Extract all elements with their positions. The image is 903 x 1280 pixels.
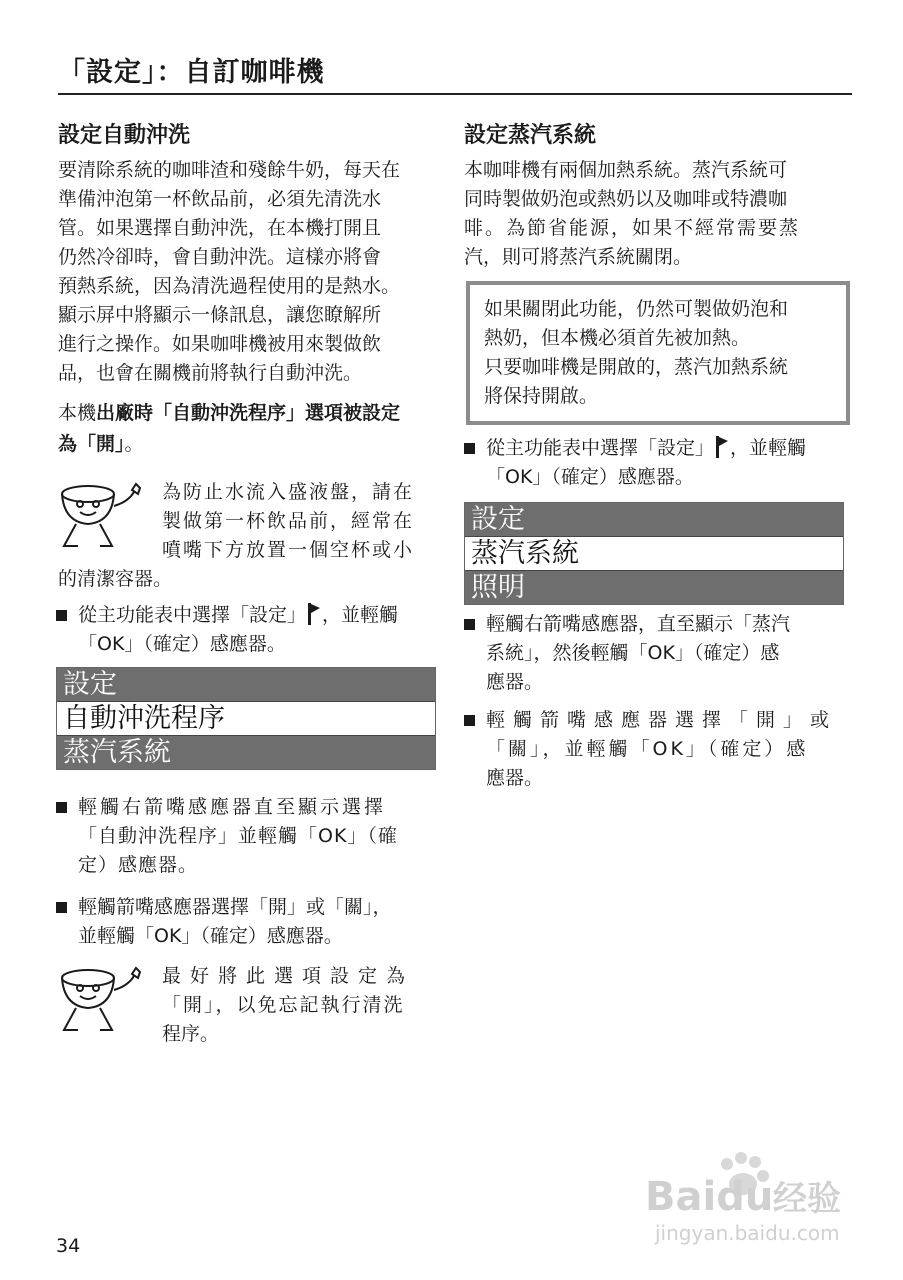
bullet-icon [56, 802, 67, 813]
display-menu-left [56, 667, 436, 770]
left-paragraph: 要清除系統的咖啡渣和殘餘牛奶，每天在 準備沖泡第一杯飲品前，必須先清洗水 管。如果選擇自動沖洗，在本機打開且 仍然冷卻時，會自動沖洗。這樣亦將會 預熱系統，因為清洗過程使用的是熱水。 顯示屏中將顯示一條訊息，讓您瞭解所 進行之操作。如果咖啡機被用來製做飲 品，也會在關機前將執行自動沖洗。 [58, 159, 401, 384]
watermark-brand: Baidu [645, 1174, 774, 1220]
bullet-icon [464, 619, 475, 630]
notice-box: 如果關閉此功能，仍然可製做奶泡和 熱奶，但本機必須首先被加熱。 只要咖啡機是開啟的，蒸汽加熱系統 將保持開啟。 [466, 281, 850, 425]
tip1-text: 為防止水流入盛液盤，請在 製做第一杯飲品前，經常在 噴嘴下方放置一個空杯或小 [162, 481, 415, 561]
bullet-icon [464, 443, 475, 454]
menu-item-steam-system: 蒸汽系統 [57, 736, 435, 769]
bullet-icon [464, 715, 475, 726]
tip-mascot-icon [56, 962, 156, 1040]
tip-mascot-icon [56, 478, 156, 556]
left-heading: 設定自動沖洗 [58, 123, 191, 148]
baidu-jingyan-watermark [645, 1150, 875, 1250]
menu-item-settings: 設定 [465, 503, 843, 536]
left-step2: 輕觸右箭嘴感應器直至顯示選擇 「自動沖洗程序」並輕觸「OK」（確 定）感應器。 [56, 793, 463, 880]
settings-flag-icon [308, 603, 320, 625]
right-step1: 從主功能表中選擇「設定」 ，並輕觸 「OK」（確定）感應器。 [464, 434, 872, 492]
right-heading: 設定蒸汽系統 [464, 123, 597, 148]
menu-item-auto-rinse: 自動沖洗程序 [57, 701, 435, 736]
right-step3: 輕觸箭嘴感應器選擇「開」或 「關」，並輕觸「OK」（確定）感 應器。 [464, 706, 872, 793]
menu-item-lighting: 照明 [465, 571, 843, 604]
bullet-icon [56, 610, 67, 621]
tip1-last-line: 的清潔容器。 [58, 568, 173, 590]
bullet-icon [56, 902, 67, 913]
default-setting-note: 本機出廠時「自動沖洗程序」選項被設定 為「開」。 [58, 402, 401, 455]
right-step2: 輕觸右箭嘴感應器，直至顯示「蒸汽 系統」，然後輕觸「OK」（確定）感 應器。 [464, 610, 872, 697]
menu-item-steam-system: 蒸汽系統 [465, 536, 843, 571]
right-paragraph: 本咖啡機有兩個加熱系統。蒸汽系統可 同時製做奶泡或熱奶以及咖啡或特濃咖 啡。為節省能源，如果不經常需要蒸 汽，則可將蒸汽系統關閉。 [464, 159, 801, 268]
tip2-text: 最好將此選項設定為 「開」，以免忘記執行清洗 程序。 [162, 965, 415, 1045]
page-title: 「設定」：自訂咖啡機 [58, 57, 325, 88]
watermark-url: jingyan.baidu.com [655, 1221, 840, 1245]
left-step3: 輕觸箭嘴感應器選擇「開」或「關」， 並輕觸「OK」（確定）感應器。 [56, 893, 463, 951]
menu-item-settings: 設定 [57, 668, 435, 701]
page-number: 34 [56, 1235, 81, 1257]
watermark-cn: 经验 [773, 1179, 841, 1219]
left-step1: 從主功能表中選擇「設定」 ，並輕觸 「OK」（確定）感應器。 [56, 601, 463, 659]
display-menu-right [464, 502, 844, 605]
title-divider [58, 93, 852, 95]
settings-flag-icon [716, 436, 728, 458]
